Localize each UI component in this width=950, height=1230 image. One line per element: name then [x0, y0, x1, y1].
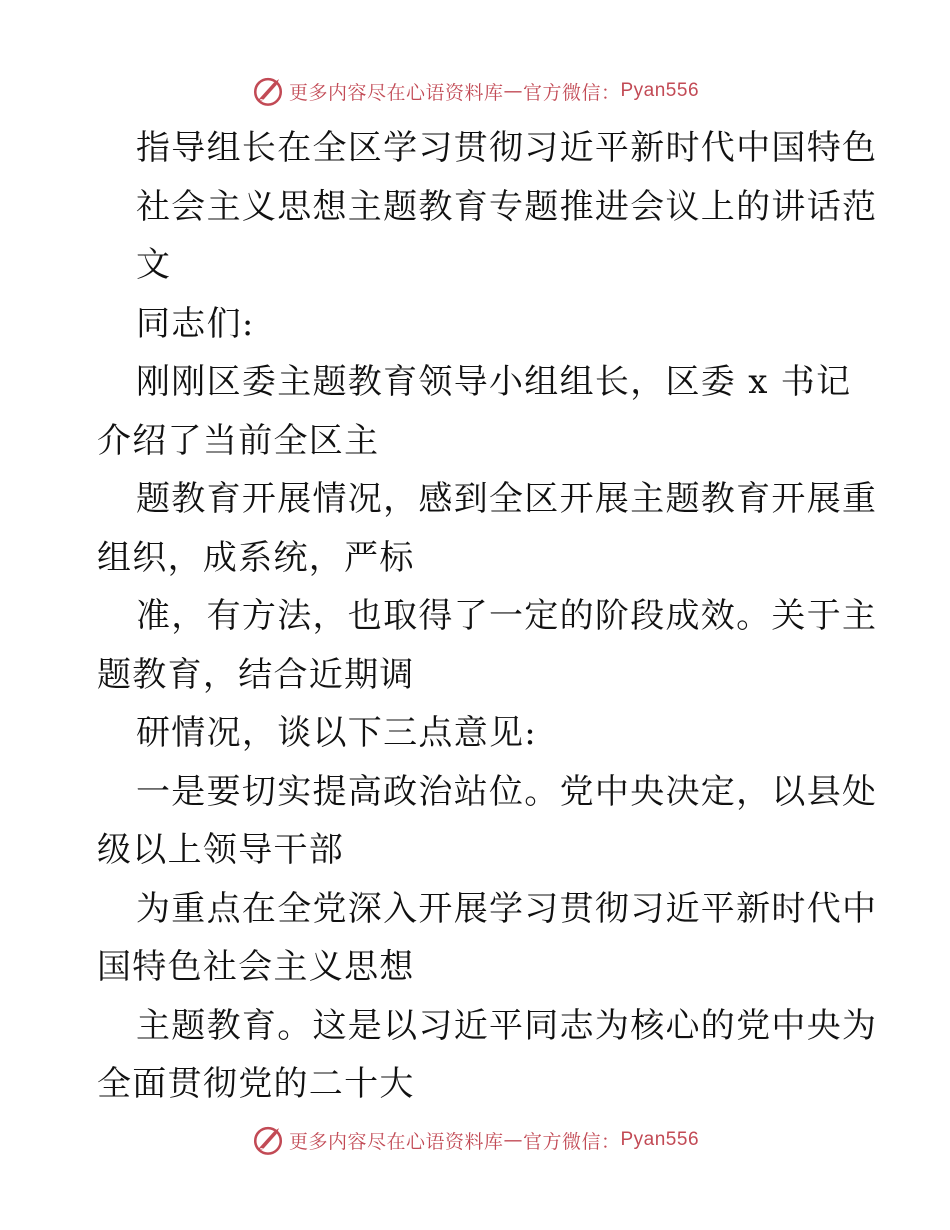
header-text: 更多内容尽在心语资料库 — [288, 81, 504, 104]
header-wechat-label: 官方微信： — [522, 81, 621, 104]
header-dash: — — [503, 80, 523, 102]
paragraph-line: 级以上领导干部 — [97, 830, 345, 870]
paragraph-line: 题教育开展情况，感到全区开展主题教育开展重 — [136, 479, 878, 519]
paragraph-line: 为重点在全党深入开展学习贯彻习近平新时代中 — [136, 888, 878, 929]
footer-wechat-id: Pyan556 — [620, 1129, 700, 1150]
paragraph-line: 主题教育。这是以习近平同志为核心的党中央为 — [136, 1005, 878, 1046]
paragraph-line: 全面贯彻党的二十大 — [97, 1064, 415, 1104]
header-wechat-id: Pyan556 — [620, 80, 700, 101]
footer-wechat-label: 官方微信： — [522, 1130, 621, 1153]
title-line-3: 文 — [136, 245, 172, 285]
pen-logo-icon — [251, 74, 285, 108]
paragraph-line: 研情况，谈以下三点意见: — [136, 713, 538, 753]
footer-text: 更多内容尽在心语资料库 — [288, 1130, 504, 1153]
pen-logo-icon — [251, 1123, 285, 1157]
document-body — [0, 119, 950, 1114]
title-line-2: 社会主义思想主题教育专题推进会议上的讲话范 — [136, 186, 878, 227]
paragraph-line: 准，有方法，也取得了一定的阶段成效。关于主 — [136, 596, 878, 636]
paragraph-line: 刚刚区委主题教育领导小组组长，区委 x 书记 — [136, 362, 852, 402]
header-banner — [0, 71, 950, 111]
paragraph-line: 国特色社会主义思想 — [97, 947, 415, 987]
footer-banner — [0, 1120, 950, 1160]
footer-dash: — — [503, 1129, 523, 1151]
paragraph-line: 介绍了当前全区主 — [97, 420, 380, 461]
paragraph-line: 组织，成系统，严标 — [97, 537, 415, 578]
paragraph-line: 题教育，结合近期调 — [97, 654, 415, 695]
salutation: 同志们: — [136, 303, 255, 344]
paragraph-line: 一是要切实提高政治站位。党中央决定，以县处 — [136, 771, 878, 812]
title-line-1: 指导组长在全区学习贯彻习近平新时代中国特色 — [136, 128, 878, 168]
